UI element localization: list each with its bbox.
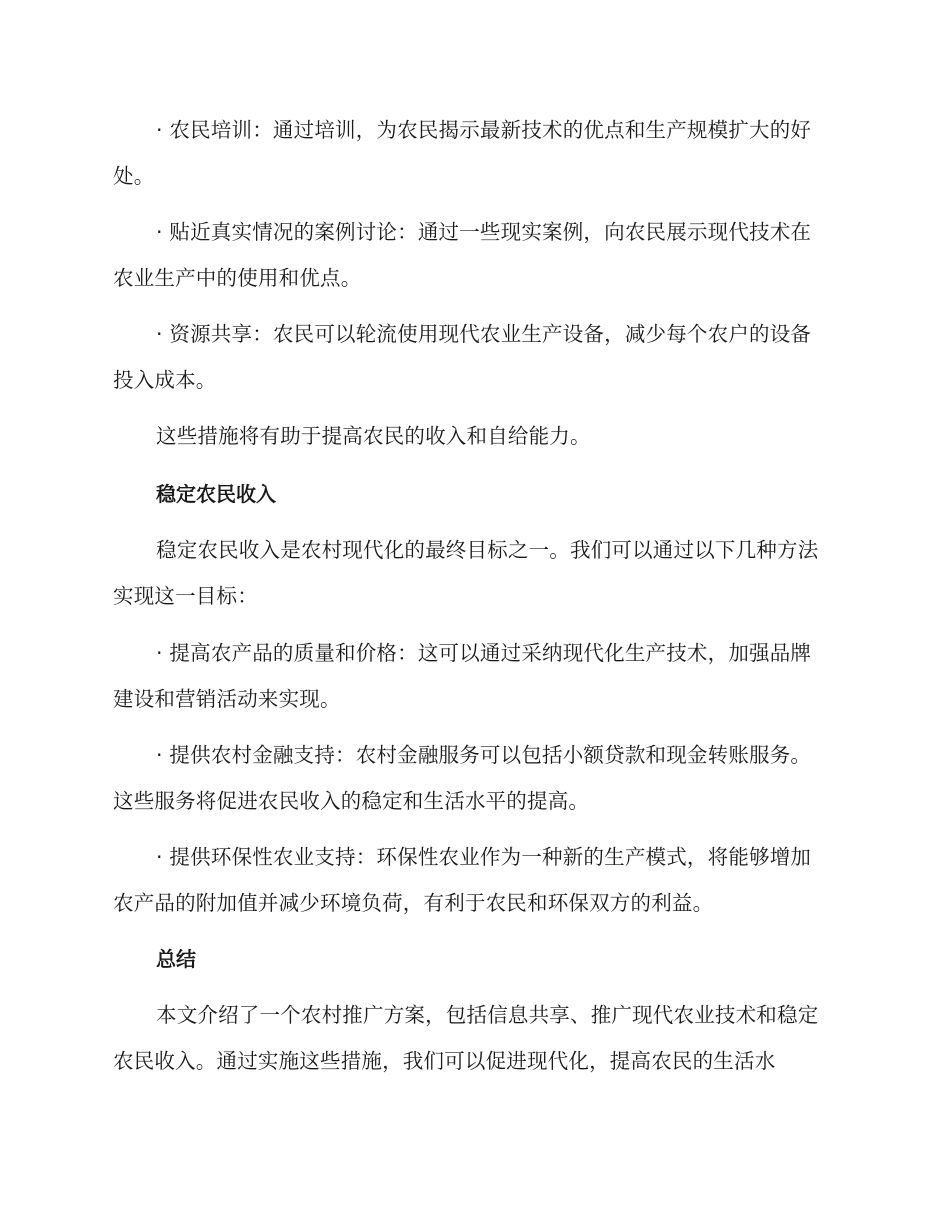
summary-paragraph: 本文介绍了一个农村推广方案，包括信息共享、推广现代农业技术和稳定农民收入。通过实施这些措施，我们可以促进现代化，提高农民的生活水 [113,1003,819,1073]
bullet-case-discussion: · 贴近真实情况的案例讨论：通过一些现实案例，向农民展示现代技术在农业生产中的使用和优点。 [113,220,812,290]
section-heading-summary: 总结 [156,947,196,971]
bullet-resource-sharing: · 资源共享：农民可以轮流使用现代农业生产设备，减少每个农户的设备投入成本。 [113,322,812,392]
bullet-farmer-training: · 农民培训：通过培训，为农民揭示最新技术的优点和生产规模扩大的好处。 [113,118,812,188]
bullet-rural-finance: · 提供农村金融支持：农村金融服务可以包括小额贷款和现金转账服务。这些服务将促进农民收入的稳定和生活水平的提高。 [113,743,812,813]
section-heading-stable-income: 稳定农民收入 [156,482,276,506]
income-intro-paragraph: 稳定农民收入是农村现代化的最终目标之一。我们可以通过以下几种方法实现这一目标： [113,538,819,608]
bullet-quality-price: · 提高农产品的质量和价格：这可以通过采纳现代化生产技术，加强品牌建设和营销活动来实现。 [113,641,812,711]
measures-summary-paragraph: 这些措施将有助于提高农民的收入和自给能力。 [156,424,591,448]
bullet-eco-agriculture: · 提供环保性农业支持：环保性农业作为一种新的生产模式，将能够增加农产品的附加值并减少环境负荷，有利于农民和环保双方的利益。 [113,845,812,915]
